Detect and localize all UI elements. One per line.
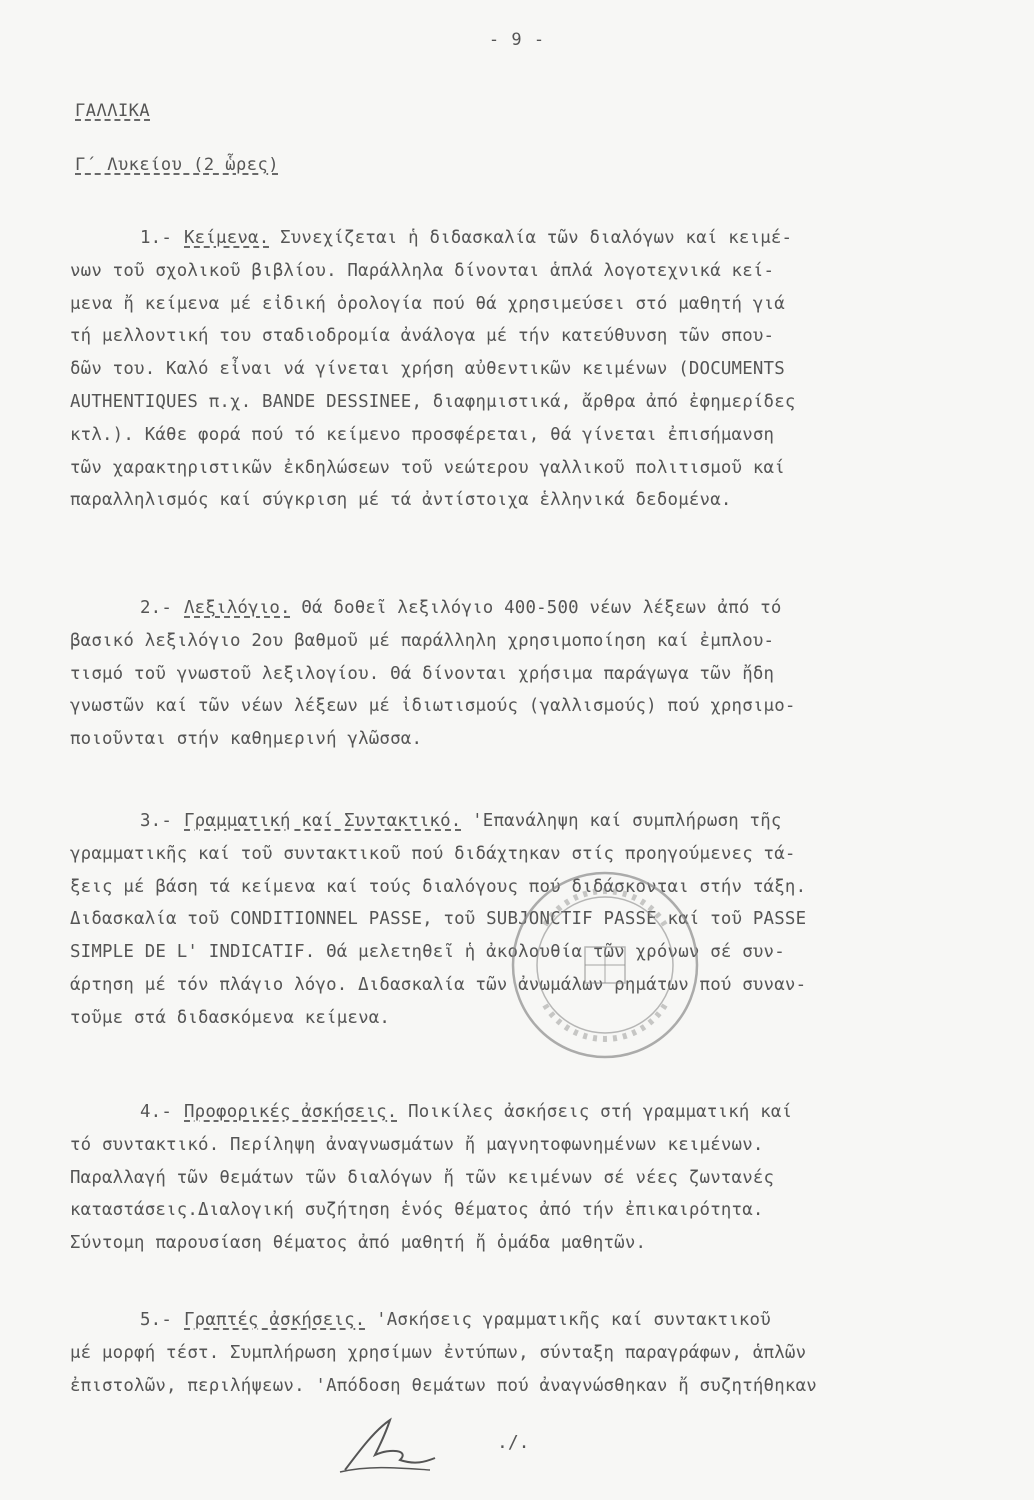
section-line: τό συντακτικό. Περίληψη ἀναγνωσμάτων ἤ μαγνητοφωνημένων κειμένων. <box>70 1134 764 1155</box>
section-text: Θά δοθεῖ λεξιλόγιο 400-500 νέων λέξεων ἀπό τό <box>301 598 782 618</box>
end-mark: ./. <box>497 1432 530 1453</box>
section-line: Σύντομη παρουσίαση θέματος ἀπό μαθητή ἤ ὁμάδα μαθητῶν. <box>70 1233 647 1254</box>
section-line: τισμό τοῦ γνωστοῦ λεξιλογίου. Θά δίνονται χρήσιμα παράγωγα τῶν ἤδη <box>70 663 775 684</box>
section-line: SIMPLE DE L' INDICATIF. Θά μελετηθεῖ ἡ ἀκολουθία τῶν χρόνων σέ συν- <box>70 942 785 963</box>
section-4 <box>70 1096 1025 1260</box>
class-title-text: Γ΄ Λυκείου (2 ὧρες) <box>75 155 279 175</box>
section-number: 1.- <box>140 228 173 248</box>
section-5 <box>70 1304 1025 1402</box>
section-line: Διδασκαλία τοῦ CONDITIONNEL PASSE, τοῦ SUBJONCTIF PASSE καί τοῦ PASSE <box>70 909 807 930</box>
section-line: γραμματικῆς καί τοῦ συντακτικοῦ πού διδάχτηκαν στίς προηγούμενες τά- <box>70 843 796 864</box>
section-line: κτλ.). Κάθε φορά πού τό κείμενο προσφέρεται, θά γίνεται ἐπισήμανση <box>70 424 775 445</box>
section-line: άρτηση μέ τόν πλάγιο λόγο. Διδασκαλία τῶν ἀνωμάλων ρημάτων πού συναν- <box>70 974 807 995</box>
section-number: 3.- <box>140 811 173 831</box>
section-line: AUTHENTIQUES π.χ. BANDE DESSINEE, διαφημιστικά, ἄρθρα ἀπό ἐφημερίδες <box>70 391 796 412</box>
section-2 <box>70 592 1025 756</box>
section-line: γνωστῶν καί τῶν νέων λέξεων μέ ἰδιωτισμούς (γαλλισμούς) πού χρησιμο- <box>70 696 796 717</box>
section-line: μενα ἤ κείμενα μέ εἰδική ὁρολογία πού θά χρησιμεύσει στό μαθητή γιά <box>70 293 785 314</box>
section-line: ποιοῦνται στήν καθημερινή γλῶσσα. <box>70 729 423 750</box>
section-line: τῶν χαρακτηριστικῶν ἐκδηλώσεων τοῦ νεώτερου γαλλικοῦ πολιτισμοῦ καί <box>70 457 785 478</box>
section-title: Γραμματική καί Συντακτικό. <box>184 811 462 831</box>
section-title: Προφορικές ἀσκήσεις. <box>184 1102 398 1122</box>
section-number: 2.- <box>140 598 173 618</box>
section-title: Κείμενα. <box>184 228 270 248</box>
section-line <box>70 805 1025 838</box>
section-line: βασικό λεξιλόγιο 2ου βαθμοῦ μέ παράλληλη χρησιμοποίηση καί ἐμπλου- <box>70 630 775 651</box>
section-text: Συνεχίζεται ἡ διδασκαλία τῶν διαλόγων καί κειμέ- <box>280 228 793 248</box>
section-line <box>70 222 1025 255</box>
section-title: Γραπτές ἀσκήσεις. <box>184 1310 366 1330</box>
section-number: 4.- <box>140 1102 173 1122</box>
section-number: 5.- <box>140 1310 173 1330</box>
section-line <box>70 592 1025 625</box>
section-line <box>70 1096 1025 1129</box>
section-line: μέ μορφή τέστ. Συμπλήρωση χρησίμων ἐντύπων, σύνταξη παραγράφων, ἁπλῶν <box>70 1342 807 1363</box>
section-line: καταστάσεις.Διαλογική συζήτηση ἑνός θέματος ἀπό τήν ἐπικαιρότητα. <box>70 1200 764 1221</box>
section-line: Παραλλαγή τῶν θεμάτων τῶν διαλόγων ἤ τῶν κειμένων σέ νέες ζωντανές <box>70 1167 775 1188</box>
section-text: Ποικίλες ἀσκήσεις στή γραμματική καί <box>408 1102 793 1122</box>
official-seal-icon <box>505 865 705 1065</box>
subject-title: ΓΑΛΛΙΚΑ <box>75 101 151 121</box>
section-line: ἐπιστολῶν, περιλήψεων. 'Απόδοση θεμάτων πού ἀναγνώσθηκαν ἤ συζητήθηκαν <box>70 1375 817 1396</box>
section-title: Λεξιλόγιο. <box>184 598 291 618</box>
page-number: - 9 - <box>488 30 546 50</box>
section-text: 'Επανάληψη καί συμπλήρωση τῆς <box>472 811 782 831</box>
class-title <box>75 155 279 175</box>
section-line: νων τοῦ σχολικοῦ βιβλίου. Παράλληλα δίνονται ἁπλά λογοτεχνικά κεί- <box>70 260 775 281</box>
section-1 <box>70 222 1025 517</box>
section-text: 'Ασκήσεις γραμματικῆς καί συντακτικοῦ <box>376 1310 771 1330</box>
section-line: τοῦμε στά διδασκόμενα κείμενα. <box>70 1007 391 1028</box>
section-line: ξεις μέ βάση τά κείμενα καί τούς διαλόγους πού διδάσκονται στήν τάξη. <box>70 876 807 897</box>
section-line: παραλληλισμός καί σύγκριση μέ τά ἀντίστοιχα ἑλληνικά δεδομένα. <box>70 490 732 511</box>
section-line <box>70 1304 1025 1337</box>
section-line: τή μελλοντική του σταδιοδρομία ἀνάλογα μέ τήν κατεύθυνση τῶν σπου- <box>70 326 775 347</box>
section-line: δῶν του. Καλό εἶναι νά γίνεται χρήση αὐθεντικῶν κειμένων (DOCUMENTS <box>70 359 785 380</box>
signature-icon <box>330 1410 440 1480</box>
